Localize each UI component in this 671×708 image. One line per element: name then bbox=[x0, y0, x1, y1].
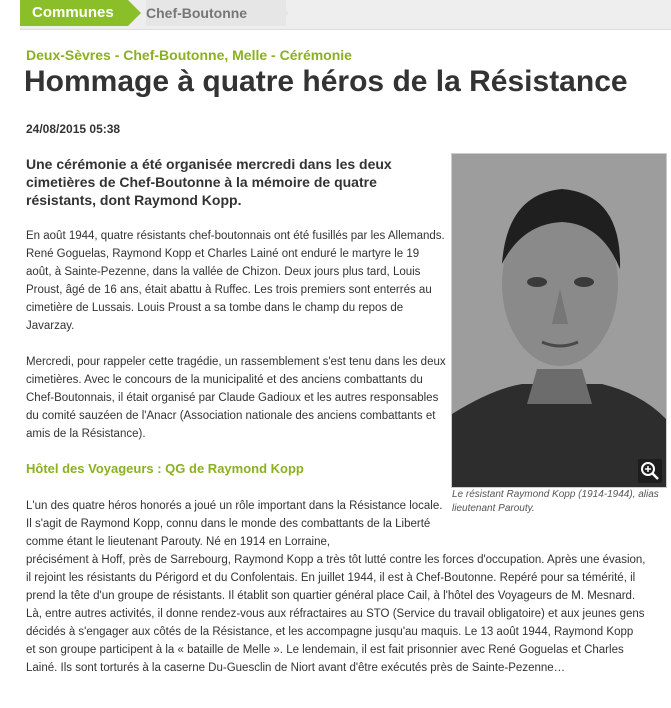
article-paragraph-4: précisément à Hoff, près de Sarrebourg, Raymond Kopp a très tôt lutté contre les forces d'occupation. Après une évasion, il rejoint les résistants du Périgord et du Confolentais. En juillet 1944, il est à Chef-Boutonne. Repéré pour sa témérité, il prend la tête d'un groupe de résistants. Il établit son quartier général place Cail, à l'hôtel des Voyageurs de M. Mesnard. Là, entre autres activités, il donne rendez-vous aux réfractaires au STO (Service du travail obligatoire) et aux jeunes gens décidés à s'engager aux côtés de la Résistance, et les accompagne jusqu'au maquis. Le 13 août 1944, Raymond Kopp et son groupe participent à la « bataille de Melle ». Le lendemain, il est fait prisonnier avec René Goguelas et Charles Lainé. Ils sont torturés à la caserne Du-Guesclin de Niort avant d'être exécutés près de Sainte-Pezenne… bbox=[26, 554, 646, 674]
breadcrumb-page-chef-boutonne[interactable]: Chef-Boutonne bbox=[146, 0, 286, 26]
breadcrumb-arrow bbox=[128, 0, 141, 26]
article-subheading: Hôtel des Voyageurs : QG de Raymond Kopp bbox=[26, 461, 304, 476]
article-photo[interactable] bbox=[451, 153, 667, 488]
portrait-illustration bbox=[452, 154, 666, 487]
article-title: Hommage à quatre héros de la Résistance bbox=[24, 65, 628, 98]
photo-caption: Le résistant Raymond Kopp (1914-1944), alias lieutenant Parouty. bbox=[452, 489, 659, 514]
breadcrumb-section-communes[interactable]: Communes bbox=[20, 0, 128, 26]
article-date: 24/08/2015 05:38 bbox=[26, 122, 121, 136]
article-paragraph-2: Mercredi, pour rappeler cette tragédie, un rassemblement s'est tenu dans les deux cimetières. Avec le concours de la municipalité et des anciens combattants du Chef-Boutonnais, il était organisé par Claude Gadioux et les autres responsables du comité sauzéen de l'Anacr (Association nationale des anciens combattants et amis de la Résistance). bbox=[26, 356, 446, 440]
article-lead: Une cérémonie a été organisée mercredi dans les deux cimetières de Chef-Boutonne à la mémoire de quatre résistants, dont Raymond Kopp. bbox=[26, 156, 392, 208]
breadcrumb-page-arrow bbox=[276, 0, 289, 26]
article-paragraph-3: L'un des quatre héros honorés a joué un rôle important dans la Résistance locale. Il s'agit de Raymond Kopp, connu dans le monde des combattants de la Liberté comme étant le lieutenant Parouty. Né en 1914 en Lorraine, bbox=[26, 500, 443, 548]
article-kicker: Deux-Sèvres - Chef-Boutonne, Melle - Cérémonie bbox=[26, 47, 352, 63]
zoom-in-icon[interactable] bbox=[638, 459, 662, 483]
breadcrumb bbox=[20, 0, 671, 30]
article-paragraph-1: En août 1944, quatre résistants chef-boutonnais ont été fusillés par les Allemands. René Goguelas, Raymond Kopp et Charles Lainé ont enduré le martyre le 19 août, à Sainte-Pezenne, dans la vallée de Chizon. Deux jours plus tard, Louis Proust, âgé de 16 ans, était abattu à Ruffec. Les trois premiers sont enterrés au cimetière de Lussais. Louis Proust a sa tombe dans le champ du repos de Javarzay. bbox=[26, 230, 445, 332]
